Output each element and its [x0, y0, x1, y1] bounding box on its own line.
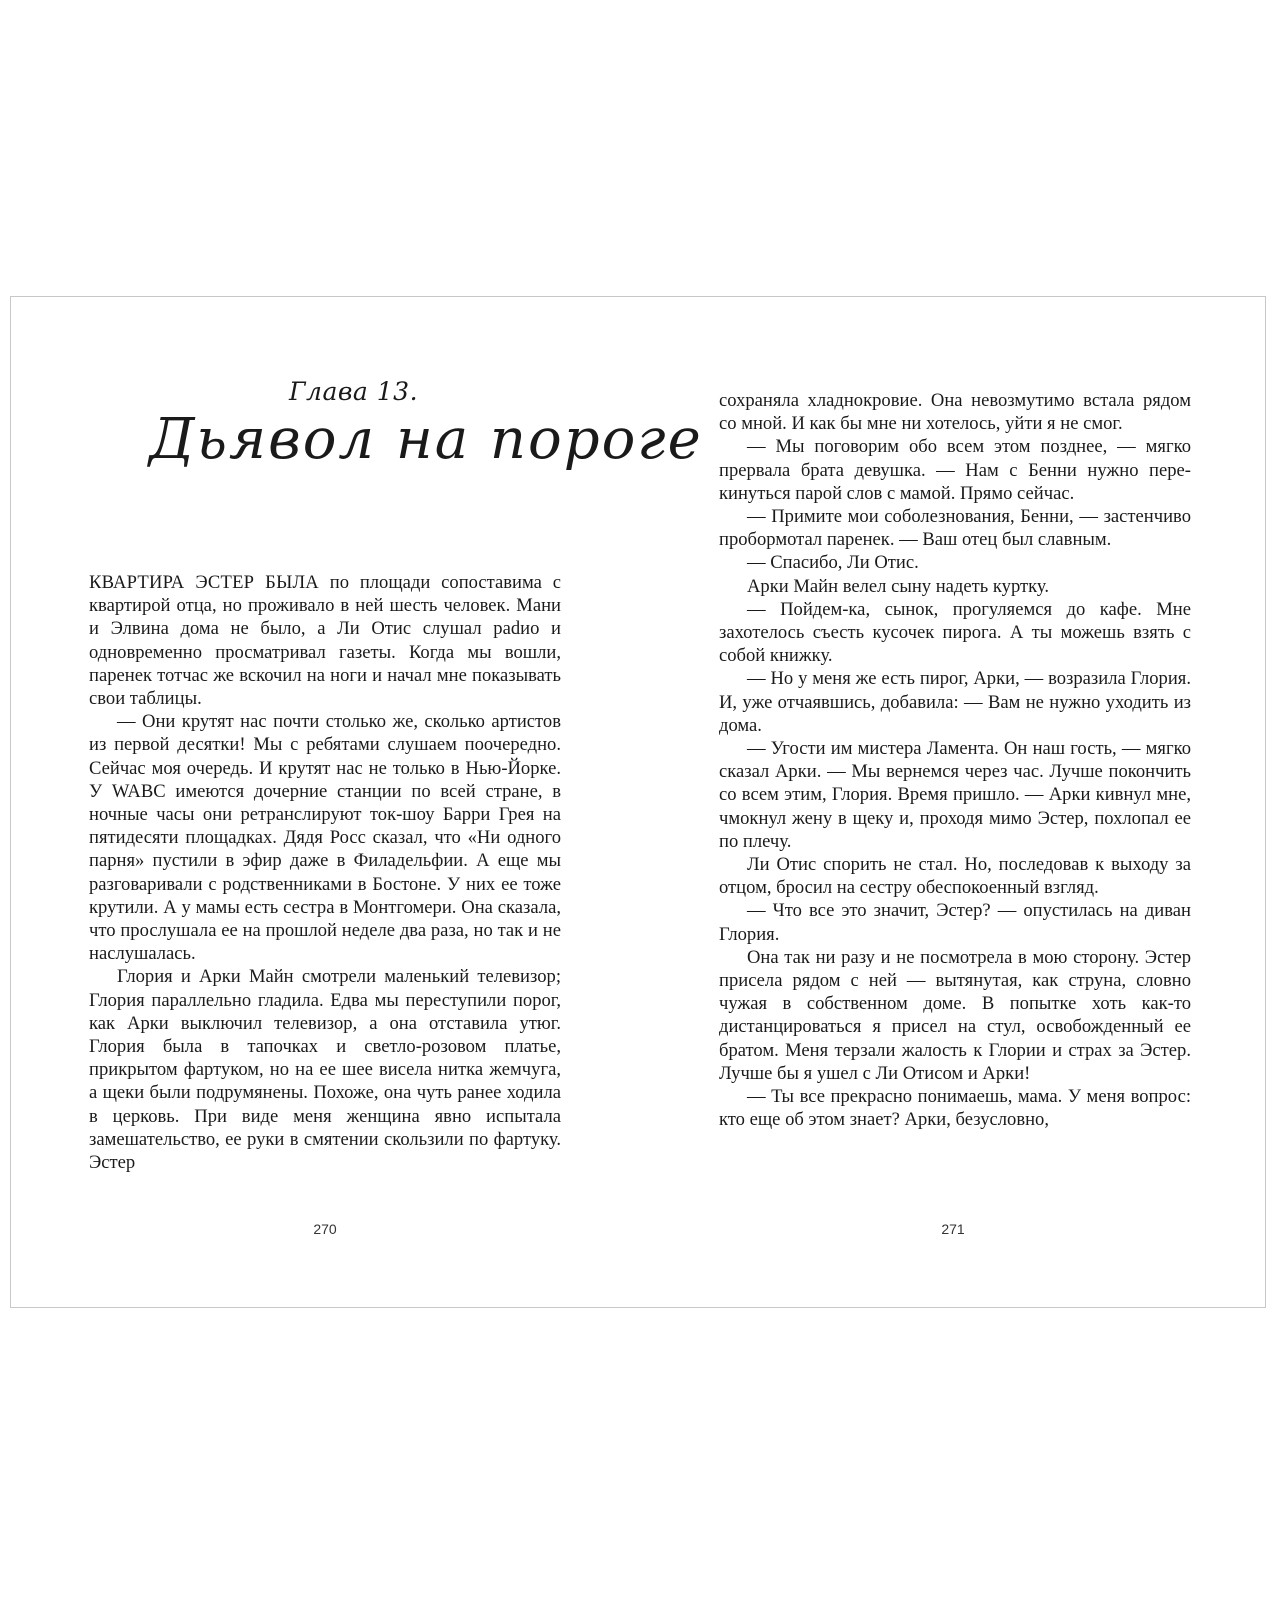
lead-in: КВАРТИРА ЭСТЕР БЫЛА: [89, 572, 319, 593]
right-page: [639, 297, 1267, 1307]
paragraph: — Что все это значит, Эстер? — опустилась на диван Глория.: [719, 900, 1191, 945]
paragraph: — Пойдем-ка, сынок, прогуляемся до кафе. Мне захотелось съесть кусочек пирога. А ты можешь взять с собой книжку.: [719, 598, 1191, 667]
paragraph: Глория и Арки Майн смотрели маленький телевизор; Глория параллельно гладила. Едва мы переступили порог, как Арки выключил телевизор, а она отставила утюг. Глория была в тапочках и светло-розовом платье, прикрытом фартуком, но на ее шее висела нитка жемчуга, а щеки были подрумянены. Похоже, она чуть ранее ходила в церковь. При виде меня женщина явно испытала замешательство, ее руки в смятении скользили по фартуку. Эстер: [89, 966, 561, 1174]
paragraph: — Спасибо, Ли Отис.: [747, 552, 919, 574]
paragraph: — Примите мои соболезнования, Бенни, — застенчиво пробормотал паренек. — Ваш отец был славным.: [719, 506, 1191, 551]
paragraph: сохраняла хладнокровие. Она невозмутимо встала рядом со мной. И как бы мне ни хотелось, уйти я не смог.: [719, 390, 1191, 435]
book-spread: [10, 296, 1266, 1308]
page-number: 270: [313, 1221, 337, 1237]
paragraph: [89, 571, 561, 710]
paragraph: — Угости им мистера Ламента. Он наш гость, — мягко сказал Арки. — Мы вернемся через час. Лучше покончить со всем этим, Глория. Время пришло. — Арки кивнул мне, чмокнул жену в щеку и, проходя мимо Эстер, похлопал ее по плечу.: [719, 738, 1191, 852]
paragraph: — Но у меня же есть пирог, Арки, — возразила Глория. И, уже отчаявшись, добавила: — Вам не нужно уходить из дома.: [719, 668, 1191, 736]
paragraph: Она так ни разу и не посмотрела в мою сторону. Эстер присела рядом с ней — вытянутая, как струна, словно чужая в собственном доме. В попытке хоть как-то дистанцироваться я присел на стул, освобожденный ее братом. Меня терзали жалость к Глории и страх за Эстер. Лучше бы я ушел с Ли Отисом и Арки!: [719, 946, 1191, 1084]
paragraph: — Они крутят нас почти столько же, сколько артистов из первой десятки! Мы с ребятами слушаем поочередно. Сейчас моя очередь. И крутят нас не только в Нью-Йорке. У WABC имеются дочерние станции по всей стране, в ночные часы они ретранслируют ток-шоу Барри Грея на пятидесяти площадках. Дядя Росс сказал, что «Ни одного парня» пустили в эфир даже в Филадельфии. А еще мы разговаривали с родственниками в Бостоне. У них ее тоже крутили. А у мамы есть сестра в Монтгомери. Она сказала, что прослушала ее на прошлой неделе два раза, но так и не наслушалась.: [89, 711, 561, 965]
left-page: [11, 297, 703, 1307]
right-body-text: [719, 389, 1191, 1132]
paragraph-text: по площади сопоставима с квартирой отца, но проживало в ней шесть человек. Мани и Элвина дома не было, а Ли Отис слушал раdио и одновременно просматривал газеты. Когда мы вошли, паренек тотчас же вскочил на ноги и начал мне показывать свои таблицы.: [89, 572, 561, 710]
chapter-label: Глава 13.: [289, 377, 419, 406]
paragraph: — Ты все прекрасно понимаешь, мама. У меня вопрос: кто еще об этом знает? Арки, безусловно,: [719, 1086, 1191, 1131]
paragraph: Ли Отис спорить не стал. Но, последовав к выходу за отцом, бросил на сестру обеспокоенный взгляд.: [719, 854, 1191, 899]
page-number: 271: [941, 1221, 965, 1237]
left-body-text: [89, 571, 561, 1174]
paragraph: — Мы поговорим обо всем этом позднее, — мягко прервала брата девушка. — Нам с Бенни нужно перекинуться парой слов с мамой. Прямо сейчас.: [719, 436, 1191, 504]
paragraph: Арки Майн велел сыну надеть куртку.: [747, 575, 1049, 597]
chapter-title: Дьявол на пороге: [149, 407, 703, 472]
